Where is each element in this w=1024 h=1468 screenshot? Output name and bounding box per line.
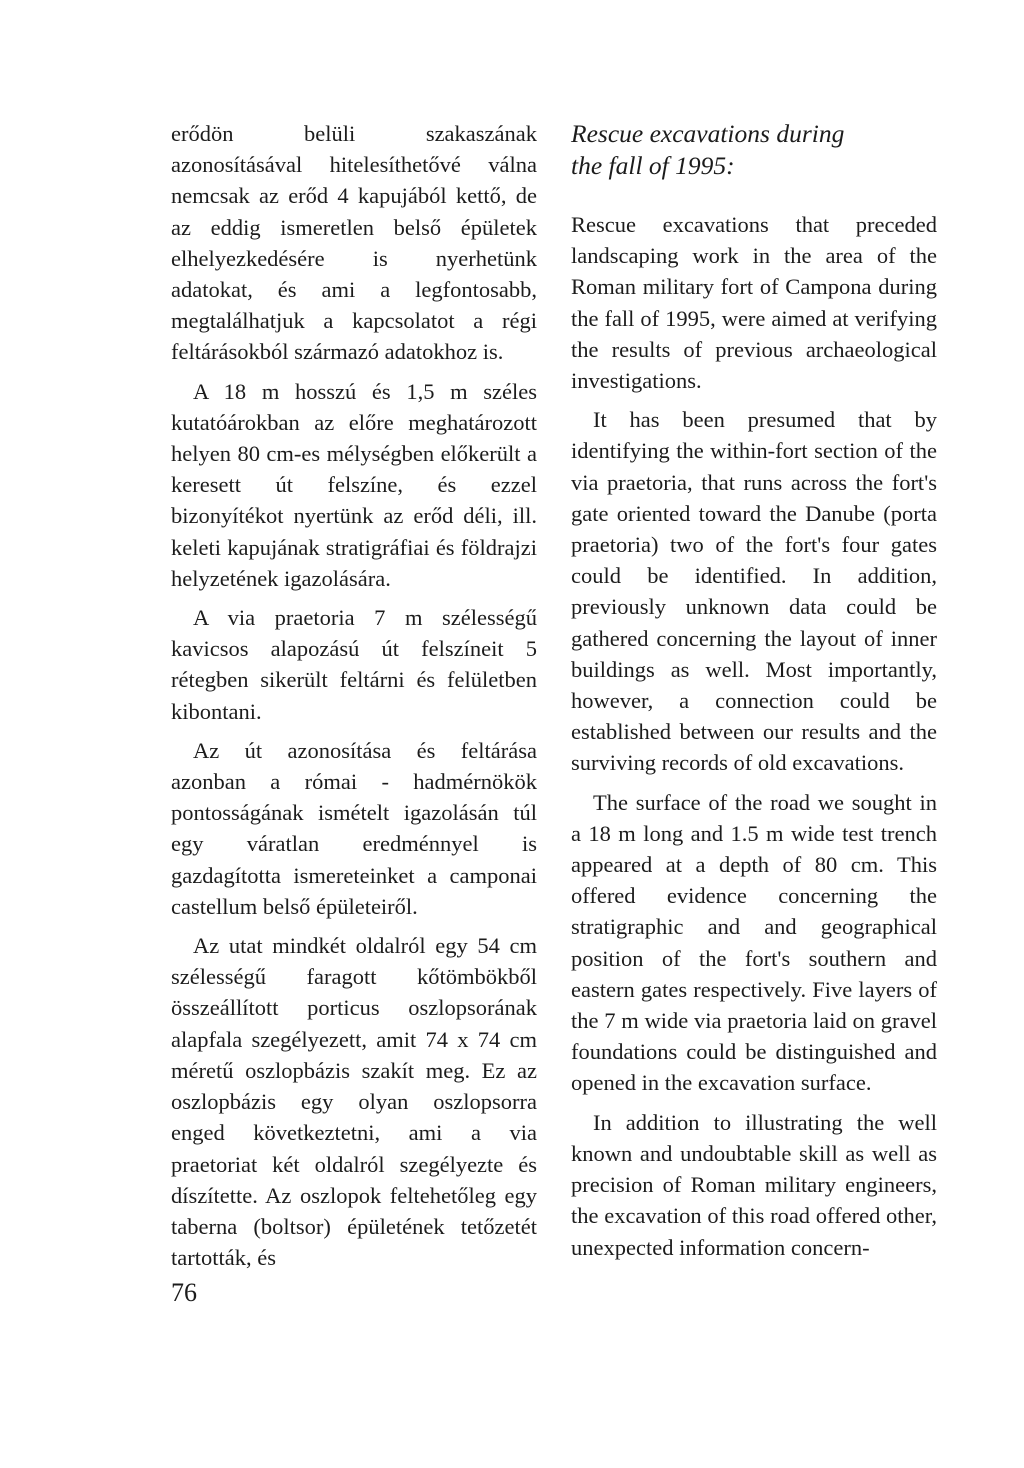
section-heading-line: Rescue excavations during [571, 119, 845, 148]
section-heading-line: the fall of 1995: [571, 150, 735, 180]
paragraph: In addition to illustrating the well known and undoubtable skill as well as precision of Roman military engineers, the excavation of this road offered other, unexpected information concern- [571, 1109, 937, 1260]
paragraph: A 18 m hosszú és 1,5 m széles kutatóárokban az előre meghatározott helyen 80 cm-es mélységben előkerült a keresett út felszíne, és ezzel bizonyítékot nyertünk az erőd déli, ill. keleti kapujának stratigráfiai és földrajzi helyzetének igazolására. [171, 378, 537, 591]
section-heading [571, 118, 937, 181]
page-number: 76 [171, 1278, 197, 1307]
paragraph: erődön belüli szakaszának azonosításával hitelesíthetővé válna nemcsak az erőd 4 kapujából kettő, de az eddig ismeretlen belső épületek elhelyezkedésére is nyerhetünk adatokat, és ami a legfontosabb, megtalálhatjuk a kapcsolatot a régi feltárásokból származó adatokhoz is. [171, 121, 537, 365]
paragraph: A via praetoria 7 m szélességű kavicsos alapozású út felszíneit 5 rétegben sikerült feltárni és felületben kibontani. [171, 605, 537, 724]
paragraph: Az utat mindkét oldalról egy 54 cm szélességű faragott kőtömbökből összeállított porticus oszlopsorának alapfala szegélyezett, amit 74 x 74 cm méretű oszlopbázis szakít meg. Ez az oszlopbázis egy olyan oszlopsorra enged következtetni, ami a via praetoriat két oldalról szegélyezte és díszítette. Az oszlopok feltehetőleg egy taberna (boltsor) épületének tetőzetét tartották, és [171, 933, 537, 1271]
paragraph: It has been presumed that by identifying the within-fort section of the via praetoria, that runs across the fort's gate oriented toward the Danube (porta praetoria) two of the fort's four gates could be identified. In addition, previously unknown data could be gathered concerning the layout of inner buildings as well. Most importantly, however, a connection could be established between our results and the surviving records of old excavations. [571, 407, 937, 776]
paragraph: Rescue excavations that preceded landscaping work in the area of the Roman military fort of Campona during the fall of 1995, were aimed at verifying the results of previous archaeological investigations. [571, 212, 937, 394]
english-text-column [571, 118, 937, 1263]
paragraph: Az út azonosítása és feltárása azonban a római - hadmérnökök pontosságának ismételt igazolásán túl egy váratlan eredménnyel is gazdagította ismereteinket a camponai castellum belső épületeiről. [171, 737, 537, 919]
hungarian-text-column [171, 118, 537, 1273]
paragraph: The surface of the road we sought in a 18 m long and 1.5 m wide test trench appeared at a depth of 80 cm. This offered evidence concerning the stratigraphic and and geographical position of the fort's southern and eastern gates respectively. Five layers of the 7 m wide via praetoria laid on gravel foundations could be distinguished and opened in the excavation surface. [571, 789, 937, 1096]
